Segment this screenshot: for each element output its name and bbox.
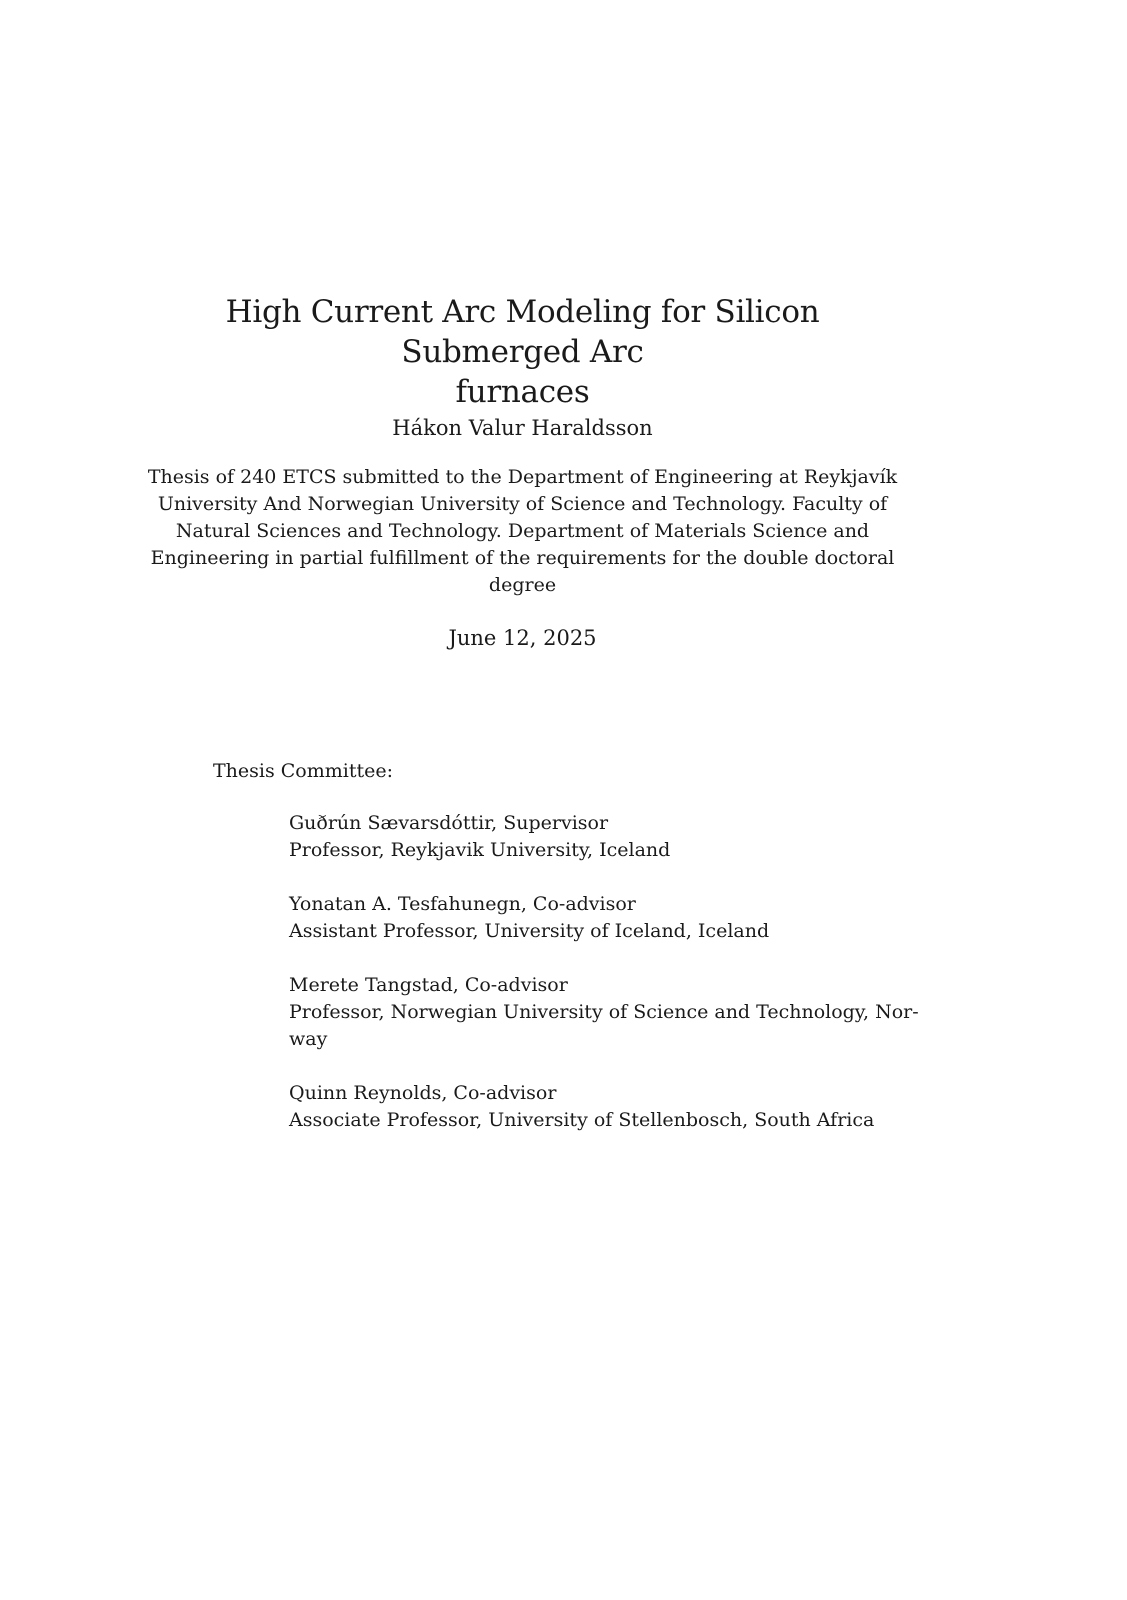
author-name: Hákon Valur Haraldsson — [392, 416, 653, 440]
member-name-role: Yonatan A. Tesfahunegn, Co-advisor — [289, 893, 636, 915]
thesis-title — [140, 292, 905, 412]
member-affiliation: way — [289, 1028, 328, 1050]
committee-heading: Thesis Committee: — [213, 760, 394, 782]
submission-date: June 12, 2025 — [448, 626, 597, 650]
description-line: University And Norwegian University of Science and Technology. Faculty of — [157, 493, 888, 515]
description-line: Thesis of 240 ETCS submitted to the Department of Engineering at Reykjavík — [147, 466, 898, 488]
description-line: Natural Sciences and Technology. Department of Materials Science and — [175, 520, 870, 542]
thesis-title-line: furnaces — [455, 374, 590, 410]
committee-member — [289, 810, 909, 864]
committee-member — [289, 1080, 909, 1134]
committee-member — [289, 891, 909, 945]
member-name-role: Guðrún Sævarsdóttir, Supervisor — [289, 812, 609, 834]
member-name-role: Merete Tangstad, Co-advisor — [289, 974, 568, 996]
member-affiliation: Professor, Reykjavik University, Iceland — [289, 839, 671, 861]
member-affiliation: Associate Professor, University of Stellenbosch, South Africa — [289, 1109, 875, 1131]
description-line: Engineering in partial fulfillment of the requirements for the double doctoral — [150, 547, 895, 569]
committee-member — [289, 972, 919, 1053]
committee-list — [289, 810, 919, 1161]
member-affiliation: Assistant Professor, University of Iceland, Iceland — [289, 920, 770, 942]
member-affiliation: Professor, Norwegian University of Science and Technology, Nor- — [289, 1001, 919, 1023]
member-name-role: Quinn Reynolds, Co-advisor — [289, 1082, 557, 1104]
thesis-title-line: High Current Arc Modeling for Silicon Submerged Arc — [225, 294, 820, 370]
description-line: degree — [488, 574, 557, 596]
thesis-description — [140, 464, 905, 599]
